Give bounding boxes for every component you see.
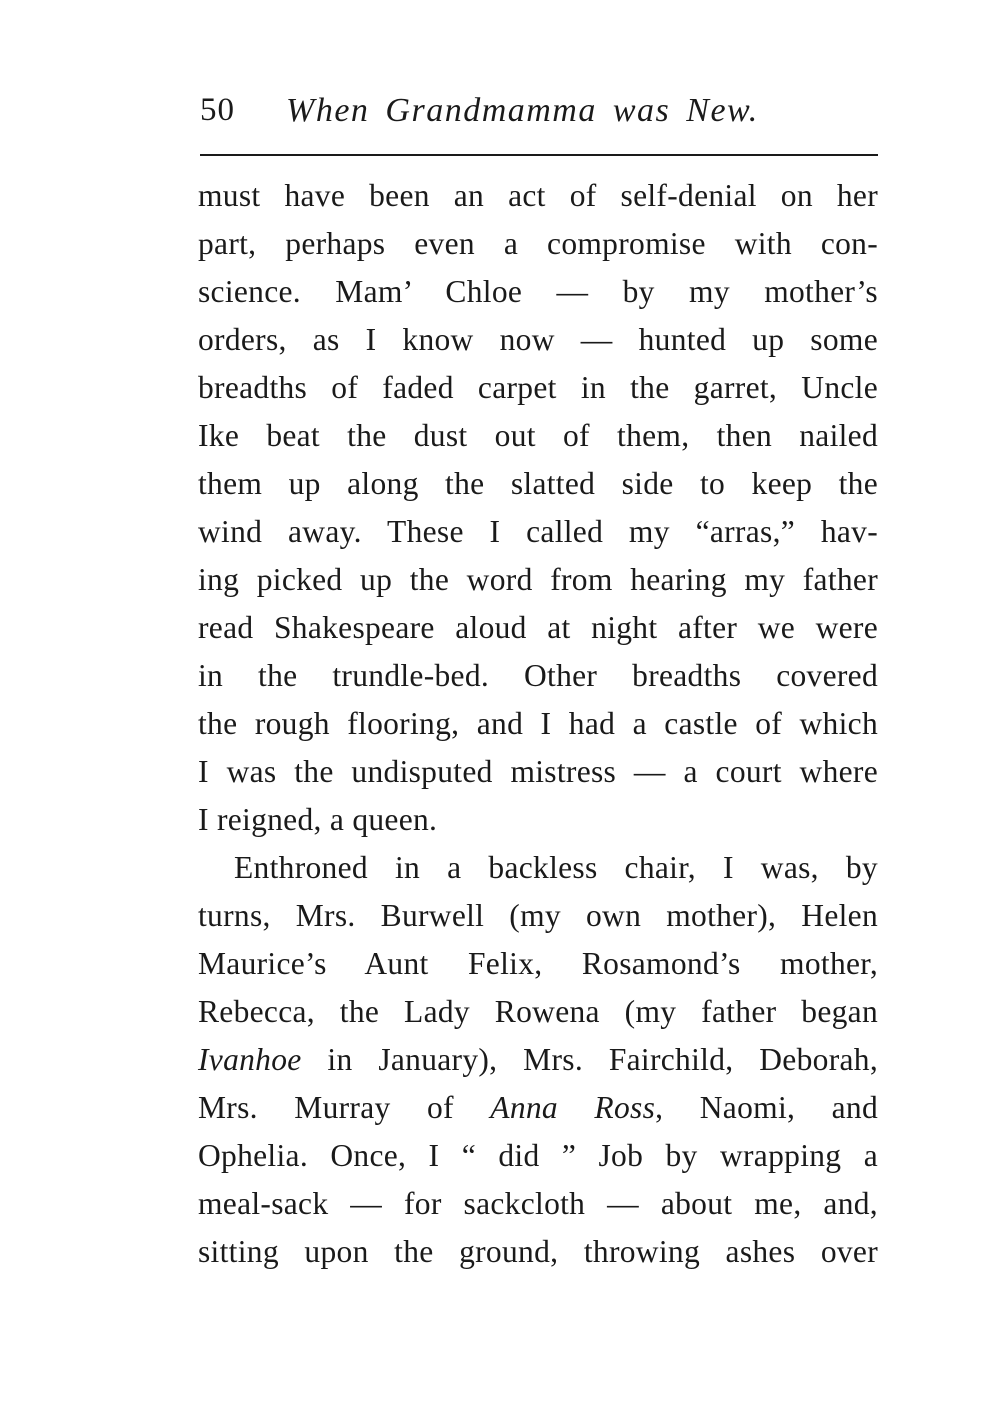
text-line: them up along the slatted side to keep the (198, 466, 878, 501)
text-line: meal-sack — for sackcloth — about me, and, (198, 1186, 878, 1221)
text-segment: , Naomi, and (655, 1090, 878, 1125)
text-line: science. Mam’ Chloe — by my mother’s (198, 274, 878, 309)
text-line: ing picked up the word from hearing my father (198, 562, 878, 597)
paragraph-1 (198, 172, 878, 844)
body-text (198, 172, 878, 1276)
page-header (200, 92, 878, 152)
book-title-anna-ross: Anna Ross (490, 1090, 656, 1125)
running-title: When Grandmamma was New. (286, 92, 759, 129)
text-line: must have been an act of self-denial on her (198, 178, 878, 213)
text-line: in the trundle-bed. Other breadths covered (198, 658, 878, 693)
text-line: Ike beat the dust out of them, then nailed (198, 418, 878, 453)
text-segment: in January), Mrs. Fairchild, Deborah, (301, 1042, 878, 1077)
text-line: Ophelia. Once, I “ did ” Job by wrapping a (198, 1138, 878, 1173)
text-line: I was the undisputed mistress — a court where (198, 754, 878, 789)
text-line (198, 1036, 878, 1084)
text-line: read Shakespeare aloud at night after we were (198, 610, 878, 645)
text-segment: Mrs. Murray of (198, 1090, 491, 1125)
text-line: orders, as I know now — hunted up some (198, 322, 878, 357)
text-line: part, perhaps even a compromise with con- (198, 226, 878, 261)
page-number: 50 (200, 92, 235, 128)
text-line: I reigned, a queen. (198, 802, 438, 837)
text-line (198, 1084, 878, 1132)
text-line: the rough flooring, and I had a castle of which (198, 706, 878, 741)
book-title-ivanhoe: Ivanhoe (198, 1042, 302, 1077)
header-rule (200, 154, 878, 156)
text-line: breadths of faded carpet in the garret, Uncle (198, 370, 878, 405)
text-line: sitting upon the ground, throwing ashes over (198, 1234, 878, 1269)
text-line: Maurice’s Aunt Felix, Rosamond’s mother, (198, 946, 878, 981)
text-line: turns, Mrs. Burwell (my own mother), Helen (198, 898, 878, 933)
text-line: Rebecca, the Lady Rowena (my father began (198, 994, 878, 1029)
text-line: wind away. These I called my “arras,” hav- (198, 514, 878, 549)
paragraph-2 (198, 844, 878, 1276)
text-line: Enthroned in a backless chair, I was, by (234, 850, 878, 885)
